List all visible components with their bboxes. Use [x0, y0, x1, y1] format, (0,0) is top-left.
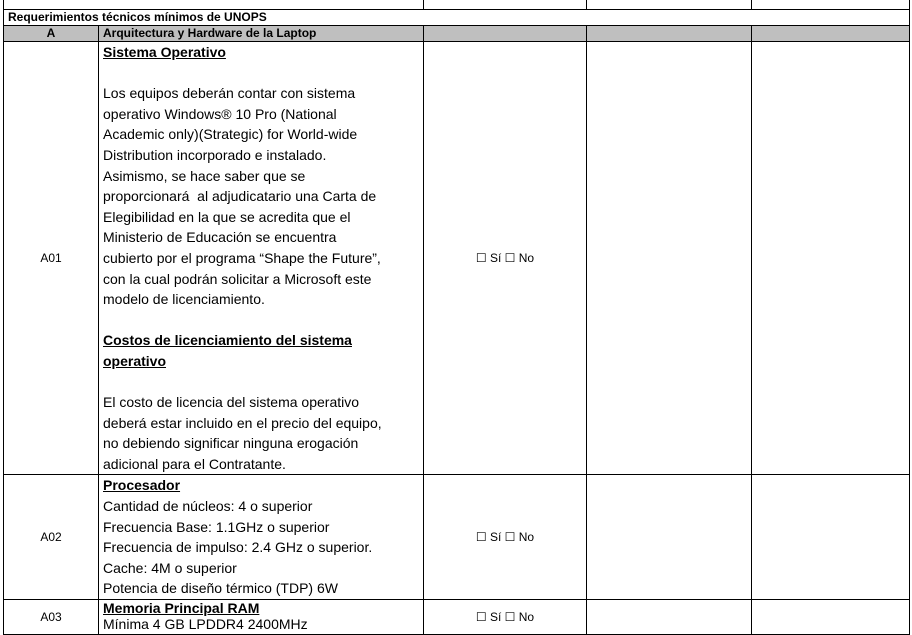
header-code: A: [4, 26, 99, 42]
description-line: modelo de licenciamiento.: [103, 291, 265, 308]
compliance-checkboxes[interactable]: [424, 42, 587, 475]
description-line: Academic only)(Strategic) for World-wide: [103, 126, 358, 143]
description-line: Cantidad de núcleos: 4 o superior: [103, 498, 313, 515]
checkbox-si[interactable]: ☐ Sí: [475, 609, 502, 624]
table-top-edge: [4, 0, 910, 10]
compliance-checkboxes[interactable]: [424, 475, 587, 600]
description-line: Cache: 4M o superior: [103, 559, 237, 576]
row-heading: Costos de licenciamiento del sistema: [103, 332, 352, 349]
description-line: proporcionará al adjudicatario una Carta de: [103, 188, 377, 205]
description-line: Distribution incorporado e instalado.: [103, 146, 327, 163]
checkbox-si[interactable]: ☐ Sí: [475, 250, 502, 265]
description-line: operativo Windows® 10 Pro (National: [103, 105, 337, 122]
table-row: [4, 42, 910, 475]
description-line: no debiendo significar ninguna erogación: [103, 435, 359, 452]
compliance-checkboxes[interactable]: [424, 600, 587, 635]
description-line: Los equipos deberán contar con sistema: [103, 85, 356, 102]
row-code: A02: [4, 475, 99, 600]
row-description: [99, 475, 424, 600]
row-heading: operativo: [103, 352, 167, 369]
description-line: Frecuencia de impulso: 2.4 GHz o superior.: [103, 539, 373, 556]
description-line: Potencia de diseño térmico (TDP) 6W: [103, 580, 338, 597]
checkbox-si[interactable]: ☐ Sí: [475, 529, 502, 544]
table-row: [4, 600, 910, 635]
header-title: Arquitectura y Hardware de la Laptop: [99, 26, 424, 42]
row-heading: Sistema Operativo: [103, 44, 226, 60]
section-title-row: [4, 10, 910, 26]
row-description: [99, 600, 424, 635]
description-line: deberá estar incluido en el precio del equipo,: [103, 414, 382, 431]
description-line: Asimismo, se hace saber que se: [103, 167, 306, 184]
description-line: adicional para el Contratante.: [103, 455, 286, 472]
description-line: Elegibilidad en la que se acredita que el: [103, 208, 351, 225]
header-row: [4, 26, 910, 42]
description-line: con la cual podrán solicitar a Microsoft este: [103, 270, 372, 287]
row-code: A03: [4, 600, 99, 635]
row-code: A01: [4, 42, 99, 475]
row-description: [99, 42, 424, 475]
description-line: Mínima 4 GB LPDDR4 2400MHz: [103, 616, 308, 633]
row-heading: Memoria Principal RAM: [103, 600, 260, 617]
checkbox-no[interactable]: ☐ No: [504, 250, 535, 265]
row-heading: Procesador: [103, 477, 181, 494]
section-title: Requerimientos técnicos mínimos de UNOPS: [4, 10, 910, 26]
checkbox-no[interactable]: ☐ No: [504, 609, 535, 624]
description-line: Ministerio de Educación se encuentra: [103, 229, 337, 246]
description-line: cubierto por el programa “Shape the Future”,: [103, 249, 381, 266]
description-line: Frecuencia Base: 1.1GHz o superior: [103, 518, 330, 535]
requirements-table: [3, 0, 910, 635]
description-line: El costo de licencia del sistema operativo: [103, 394, 360, 411]
table-row: [4, 475, 910, 600]
checkbox-no[interactable]: ☐ No: [504, 529, 535, 544]
